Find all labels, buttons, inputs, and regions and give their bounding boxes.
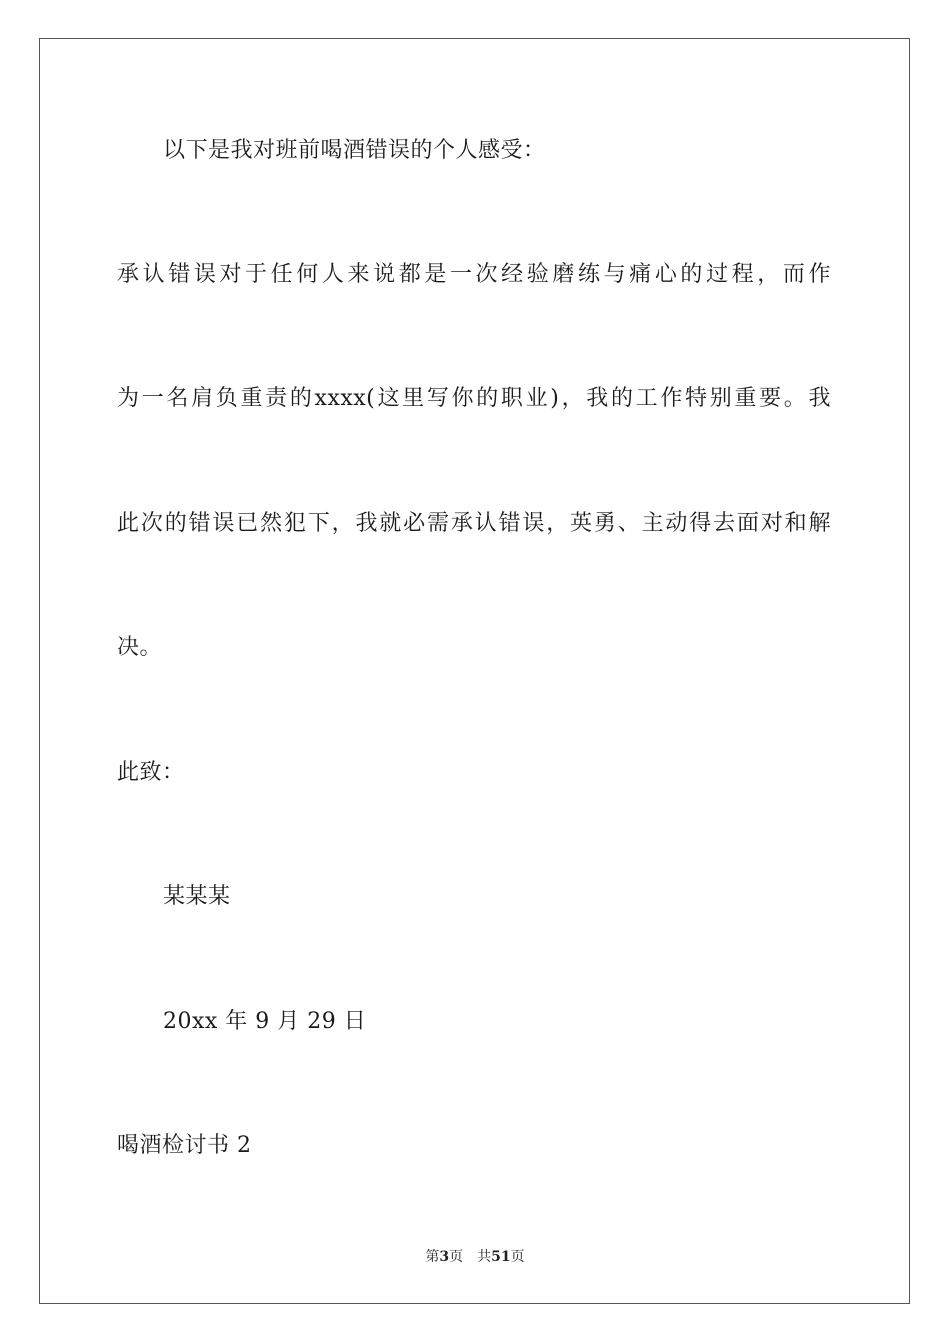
page-footer [0,1248,950,1266]
page-prefix: 第 [425,1249,440,1265]
total-suffix: 页 [510,1249,525,1265]
closing-salutation: 此致： [117,760,185,785]
paragraph-body-line-1: 承认错误对于任何人来说都是一次经验磨练与痛心的过程，而作 [117,262,831,287]
signature-date: 20xx 年 9 月 29 日 [163,1009,367,1034]
page-border [39,38,910,1304]
page-suffix: 页 [449,1249,464,1265]
paragraph-body-line-3: 此次的错误已然犯下，我就必需承认错误，英勇、主动得去面对和解 [117,511,831,536]
current-page-number: 3 [439,1249,450,1265]
total-page-count: 51 [491,1249,511,1265]
paragraph-intro: 以下是我对班前喝酒错误的个人感受： [163,138,546,163]
next-section-title: 喝酒检讨书 2 [117,1133,252,1158]
paragraph-body-line-4: 决。 [117,635,163,660]
total-prefix: 共 [477,1249,492,1265]
paragraph-body-line-2: 为一名肩负重责的xxxx(这里写你的职业)，我的工作特别重要。我 [117,386,832,411]
signature-name: 某某某 [163,884,231,909]
